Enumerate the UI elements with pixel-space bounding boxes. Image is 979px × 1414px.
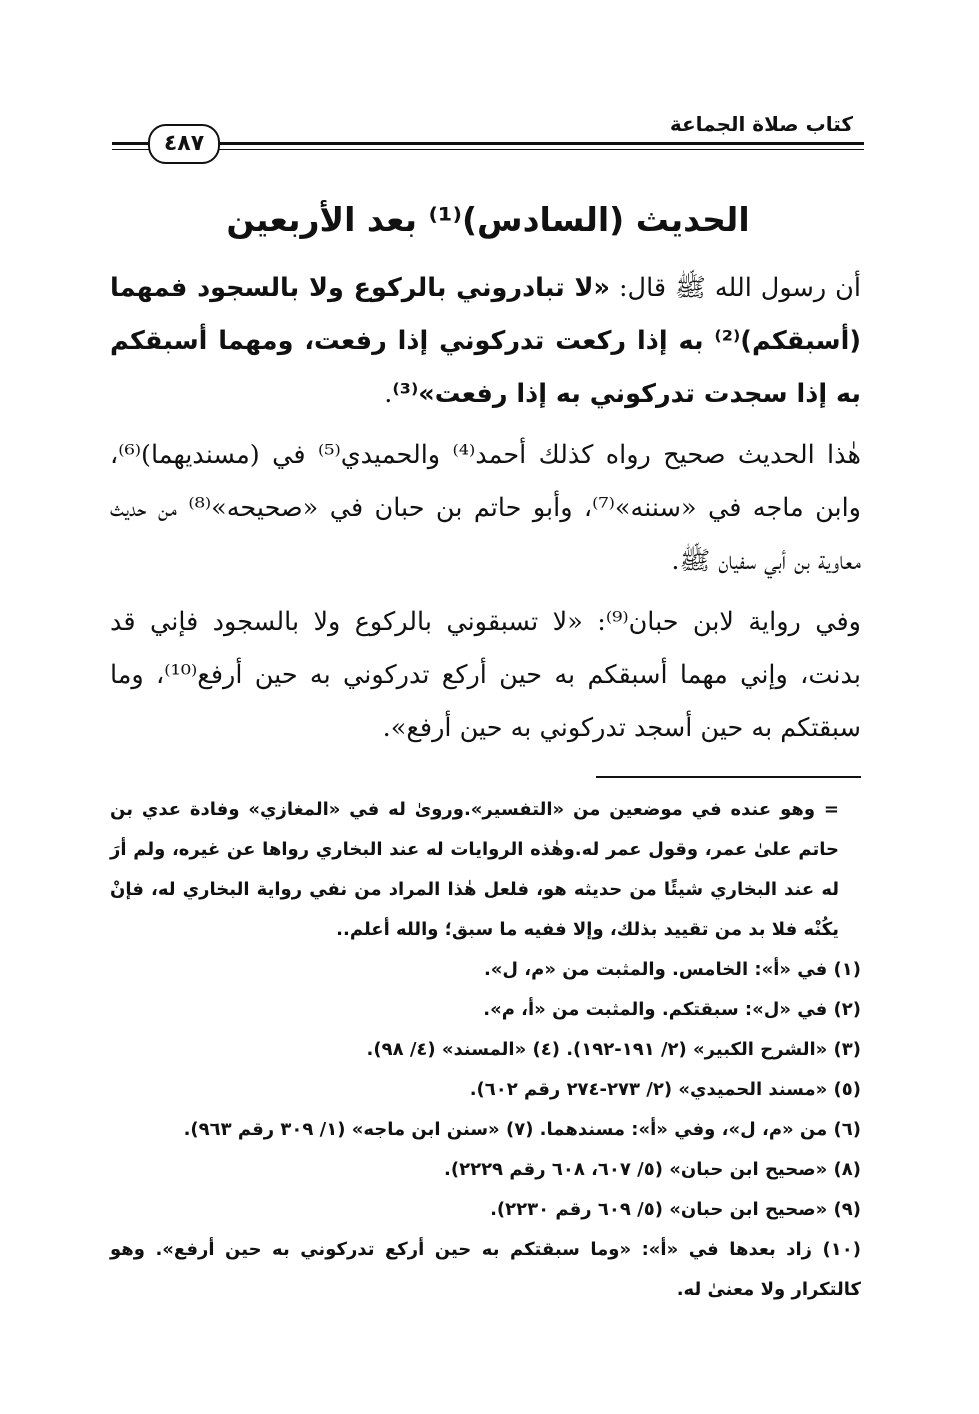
footnote: (٢) في «ل»: سبقتكم. والمثبت من «أ، م». bbox=[483, 999, 861, 1020]
paragraph-3-quote: «لا تسبقوني بالركوع ولا بالسجود فإني قد بدنت، وإني مهما أسبقكم به حين أركع تدركوني به حين أرفع⁽¹⁰⁾، وما سبقتكم به حين أسجد تدركوني به حين أرفع» bbox=[110, 607, 861, 743]
footnote: (٣) «الشرح الكبير» (٢/ ١٩١-١٩٢). (٤) «المسند» (٤/ ٩٨). bbox=[366, 1039, 861, 1060]
running-head: كتاب صلاة الجماعة bbox=[664, 112, 859, 138]
paragraph-1 bbox=[110, 262, 861, 421]
paragraph-2: هٰذا الحديث صحيح رواه كذلك أحمد⁽⁴⁾ والحميدي⁽⁵⁾ في (مسنديهما)⁽⁶⁾، وابن ماجه في «سننه»⁽⁷⁾، وأبو حاتم بن حبان في «صحيحه»⁽⁸⁾ من حديث معاوية بن أبي سفيان ﷺ. bbox=[110, 440, 861, 576]
footnote: (١) في «أ»: الخامس. والمثبت من «م، ل». bbox=[483, 959, 861, 980]
paragraph-3 bbox=[110, 596, 861, 755]
footnote-continuation: = وهو عنده في موضعين من «التفسير».ورویٰ له في «المغازي» وفادة عدي بن حاتم علىٰ عمر، وقول عمر له.وهٰذه الروايات له عند البخاري رواها عن غيره، ولم أرَ له عند البخاري شيئًا من حديثه هو، فلعل هٰذا المراد من نفي رواية البخاري له، فإنْ يكُنْه فلا بد من تقييد بذلك، وإلا ففيه ما سبق؛ والله أعلم.. bbox=[110, 799, 839, 940]
footnote: (٨) «صحيح ابن حبان» (٥/ ٦٠٧، ٦٠٨ رقم ٢٢٢٩). bbox=[444, 1159, 861, 1180]
main-text bbox=[110, 262, 861, 755]
page-number: ٤٨٧ bbox=[148, 124, 220, 164]
footnote-separator bbox=[596, 776, 861, 778]
footnote: (٩) «صحيح ابن حبان» (٥/ ٦٠٩ رقم ٢٢٣٠). bbox=[490, 1199, 861, 1220]
footnotes bbox=[110, 790, 861, 1310]
footnote: (٥) «مسند الحميدي» (٢/ ٢٧٣-٢٧٤ رقم ٦٠٢). bbox=[469, 1079, 861, 1100]
header-rule-thin bbox=[112, 149, 864, 150]
hadith-title: الحديث (السادس)⁽¹⁾ بعد الأربعين bbox=[226, 200, 750, 239]
header-rule bbox=[112, 142, 864, 145]
paragraph-1-quote: «لا تبادروني بالركوع ولا بالسجود فمهما (أسبقكم)⁽²⁾ به إذا ركعت تدركوني إذا رفعت، ومهما أسبقكم به إذا سجدت تدركوني به إذا رفعت»⁽³⁾ bbox=[110, 273, 861, 409]
footnote: (٦) من «م، ل»، وفي «أ»: مسندهما. (٧) «سنن ابن ماجه» (١/ ٣٠٩ رقم ٩٦٣). bbox=[183, 1119, 861, 1140]
paragraph-3-intro: وفي رواية لابن حبان⁽⁹⁾: bbox=[582, 607, 862, 637]
footnote: (١٠) زاد بعدها في «أ»: «وما سبقتكم به حين أركع تدركوني به حين أرفع». وهو كالتكرار ولا معنىٰ له. bbox=[110, 1239, 861, 1300]
paragraph-3-end: . bbox=[382, 713, 391, 743]
paragraph-1-intro: أن رسول الله ﷺ قال: bbox=[609, 273, 861, 303]
paragraph-1-end: . bbox=[384, 379, 393, 409]
